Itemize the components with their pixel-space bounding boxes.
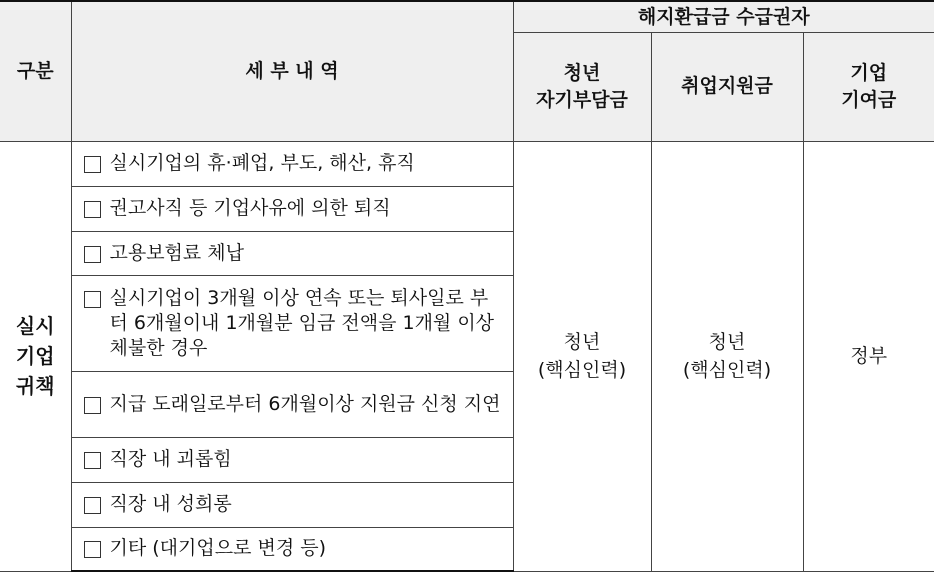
detail-item-text: 직장 내 괴롭힘	[109, 448, 232, 470]
table-row	[71, 527, 513, 571]
detail-item-text: 직장 내 성희롱	[109, 493, 232, 515]
checkbox-icon	[84, 291, 101, 308]
category-line3: 귀책	[15, 374, 55, 398]
checkbox-icon	[84, 156, 101, 173]
recipient-col3: 정부	[850, 345, 888, 367]
header-company-contribution-line2: 기여금	[841, 88, 897, 111]
detail-item-text: 실시기업의 휴·폐업, 부도, 해산, 휴직	[109, 152, 415, 174]
table-row	[71, 141, 513, 186]
header-category-label: 구분	[16, 60, 54, 83]
recipient-youth-contribution	[513, 141, 651, 571]
table-row	[71, 275, 513, 371]
header-detail	[71, 1, 513, 141]
header-employment-support-label: 취업지원금	[681, 75, 773, 97]
category-line2: 기업	[15, 344, 55, 368]
checkbox-icon	[84, 452, 101, 469]
detail-item-text: 권고사직 등 기업사유에 의한 퇴직	[109, 197, 391, 219]
detail-item-text: 기타 (대기업으로 변경 등)	[109, 537, 326, 560]
checkbox-icon	[84, 397, 101, 414]
recipient-col1-line1: 청년	[563, 331, 601, 353]
header-category	[0, 1, 71, 141]
recipient-col2-line2: (핵심인력)	[682, 359, 772, 381]
header-company-contribution	[803, 32, 934, 141]
header-youth-contribution-line2: 자기부담금	[536, 88, 628, 111]
checkbox-icon	[84, 201, 101, 218]
recipient-col1-line2: (핵심인력)	[537, 359, 627, 381]
table-row	[71, 371, 513, 437]
header-youth-contribution	[513, 32, 651, 141]
table-row	[71, 186, 513, 231]
table-row	[71, 437, 513, 482]
checkbox-icon	[84, 541, 101, 558]
header-recipient-group-label: 해지환급금 수급권자	[637, 5, 810, 28]
category-company-fault	[0, 141, 71, 571]
header-employment-support	[651, 32, 803, 141]
checkbox-icon	[84, 497, 101, 514]
table-row	[71, 231, 513, 275]
header-youth-contribution-line1: 청년	[563, 61, 601, 84]
recipient-employment-support	[651, 141, 803, 571]
header-detail-label: 세 부 내 역	[245, 60, 339, 83]
checkbox-icon	[84, 246, 101, 263]
recipient-col2-line1: 청년	[708, 331, 746, 353]
detail-item-text: 지급 도래일로부터 6개월이상 지원금 신청 지연	[109, 392, 501, 415]
recipient-company-contribution	[803, 141, 934, 571]
category-line1: 실시	[15, 314, 55, 338]
header-recipient-group	[513, 1, 934, 32]
detail-item-text: 실시기업이 3개월 이상 연속 또는 퇴사일로 부터 6개월이내 1개월분 임금 전액을 1개월 이상 체불한 경우	[109, 286, 495, 359]
table-row	[71, 482, 513, 527]
header-company-contribution-line1: 기업	[850, 61, 888, 84]
detail-item-text: 고용보험료 체납	[109, 241, 245, 264]
